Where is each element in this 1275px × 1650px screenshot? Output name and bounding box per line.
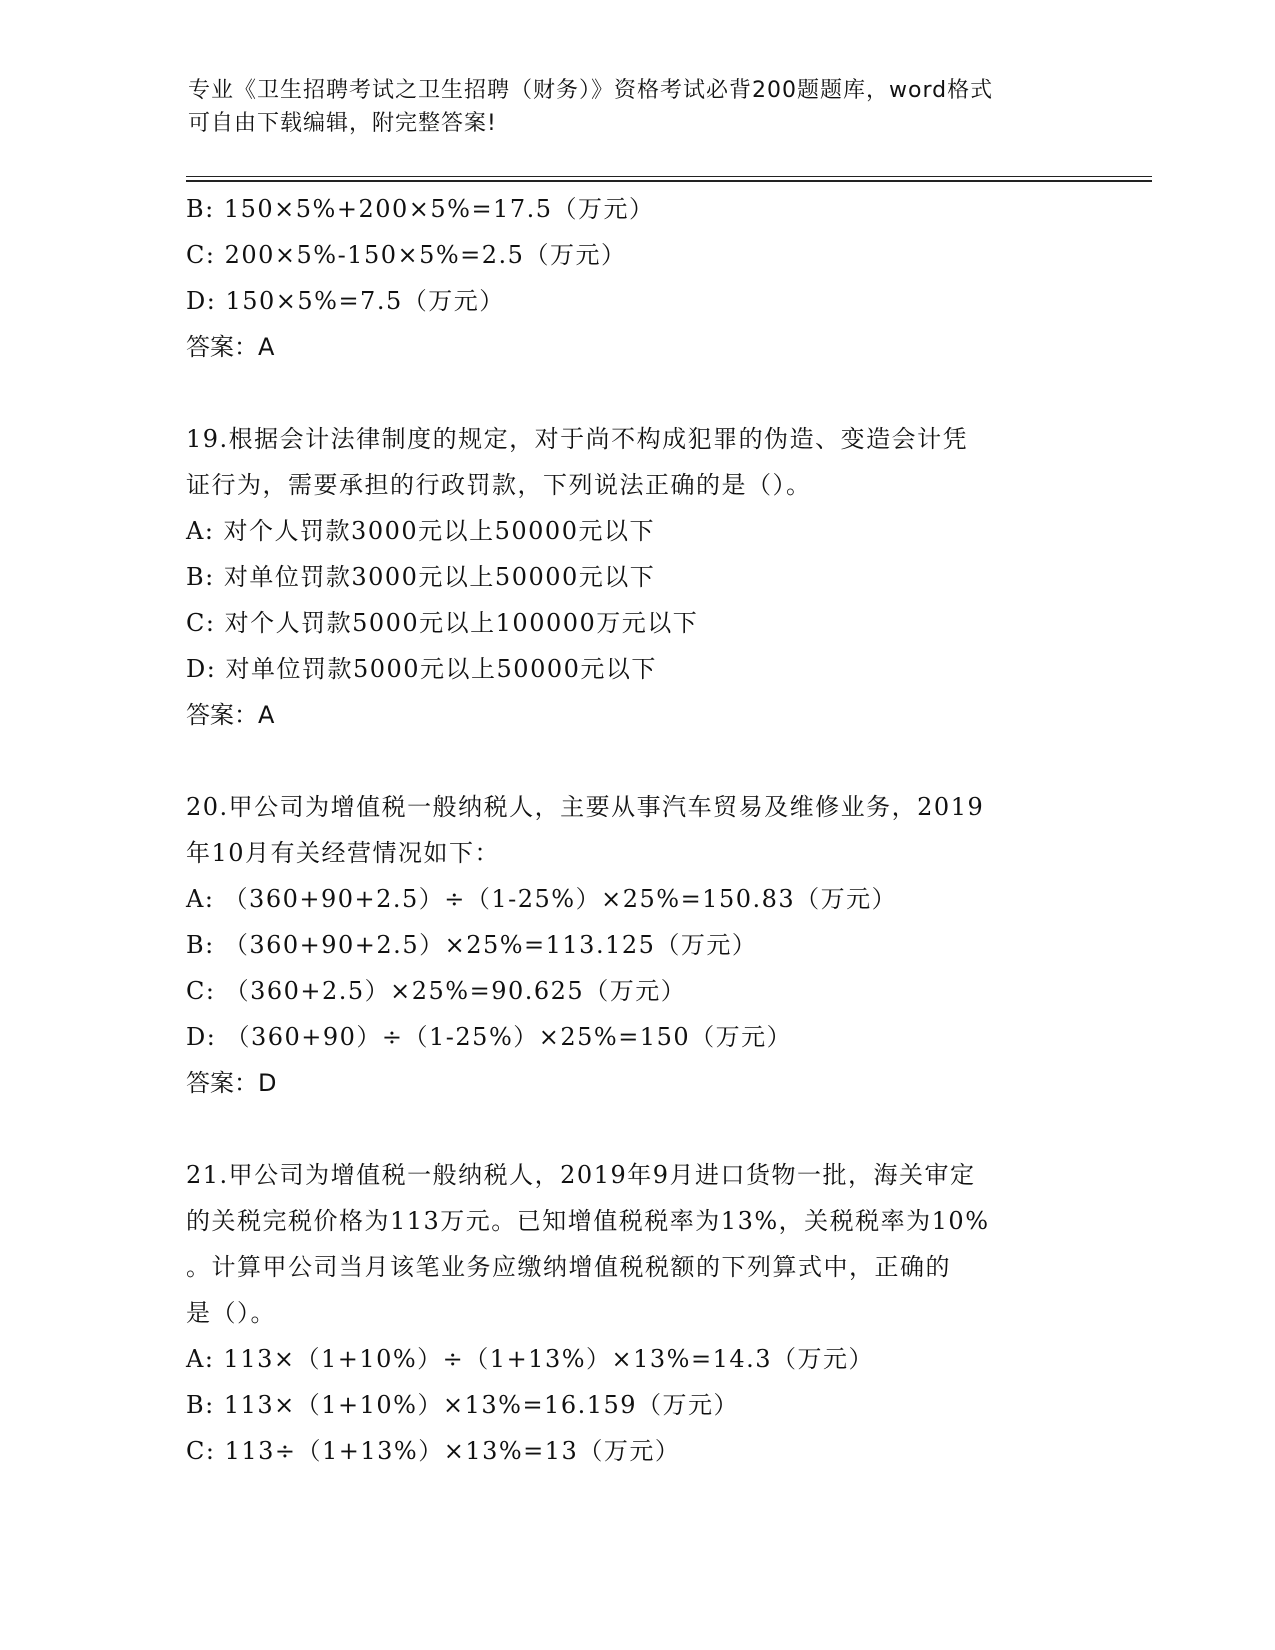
option-c: C: 113÷（1+13%）×13%=13（万元）	[186, 1437, 681, 1465]
option-c: C: （360+2.5）×25%=90.625（万元）	[186, 977, 687, 1005]
header-divider-thin	[186, 176, 1152, 177]
question-stem-line: 年10月有关经营情况如下：	[186, 839, 501, 867]
question-stem-line: 20.甲公司为增值税一般纳税人，主要从事汽车贸易及维修业务，2019	[186, 793, 985, 821]
option-c: C: 200×5%-150×5%=2.5（万元）	[186, 241, 627, 269]
option-d: D: 对单位罚款5000元以上50000元以下	[186, 655, 657, 683]
option-d: D: （360+90）÷（1-25%）×25%=150（万元）	[186, 1023, 793, 1051]
question-stem-line: 19.根据会计法律制度的规定，对于尚不构成犯罪的伪造、变造会计凭	[186, 425, 969, 453]
question-stem-line: 的关税完税价格为113万元。已知增值税税率为13%，关税税率为10%	[186, 1207, 990, 1235]
option-b: B: 113×（1+10%）×13%=16.159（万元）	[186, 1391, 740, 1419]
header-line-1: 专业《卫生招聘考试之卫生招聘（财务）》资格考试必背200题题库，word格式	[188, 78, 994, 103]
option-d: D: 150×5%=7.5（万元）	[186, 287, 505, 315]
question-stem-line: 证行为，需要承担的行政罚款，下列说法正确的是（）。	[186, 471, 812, 499]
answer: 答案：A	[186, 701, 275, 729]
option-c: C: 对个人罚款5000元以上100000万元以下	[186, 609, 699, 637]
question-stem-line: 是（）。	[186, 1299, 276, 1327]
answer: 答案：A	[186, 333, 275, 361]
question-18-tail	[186, 186, 1086, 370]
header-divider-thick	[186, 180, 1152, 182]
question-stem-line: 。计算甲公司当月该笔业务应缴纳增值税税额的下列算式中，正确的	[186, 1253, 951, 1281]
option-b: B: （360+90+2.5）×25%=113.125（万元）	[186, 931, 758, 959]
option-b: B: 对单位罚款3000元以上50000元以下	[186, 563, 656, 591]
question-19	[186, 416, 1086, 738]
option-a: A: （360+90+2.5）÷（1-25%）×25%=150.83（万元）	[186, 885, 898, 913]
header-line-2: 可自由下载编辑，附完整答案!	[188, 111, 497, 136]
question-20	[186, 784, 1086, 1106]
option-a: A: 113×（1+10%）÷（1+13%）×13%=14.3（万元）	[186, 1345, 875, 1373]
page-header	[188, 74, 1088, 140]
document-body	[186, 186, 1086, 1474]
question-21	[186, 1152, 1086, 1474]
answer: 答案：D	[186, 1069, 277, 1097]
option-b: B: 150×5%+200×5%=17.5（万元）	[186, 195, 655, 223]
question-stem-line: 21.甲公司为增值税一般纳税人，2019年9月进口货物一批，海关审定	[186, 1161, 976, 1189]
option-a: A: 对个人罚款3000元以上50000元以下	[186, 517, 655, 545]
